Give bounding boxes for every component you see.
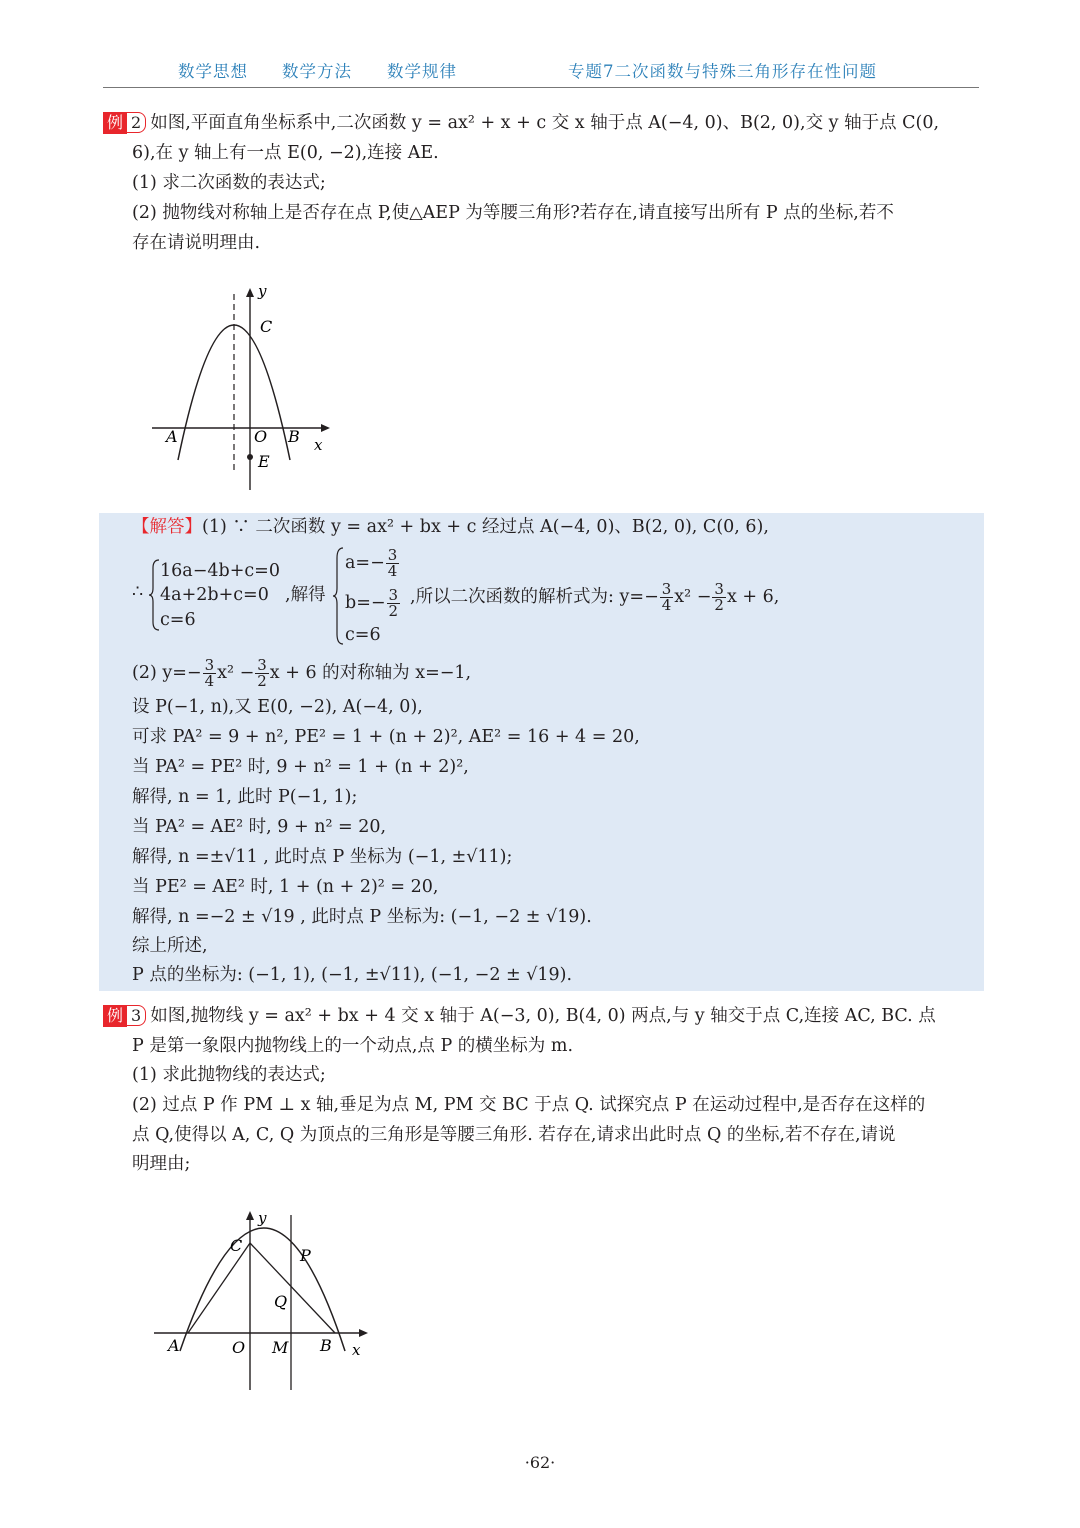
solution-line-8: 当 PA² = AE² 时, 9 + n² = 20, [132, 817, 387, 837]
ex3-fig-label-Q: Q [274, 1292, 288, 1311]
ex3-question-2-line-3: 明理由; [132, 1154, 191, 1174]
ex3-fig-label-B: B [320, 1336, 332, 1355]
solution-line-6: 当 PA² = PE² 时, 9 + n² = 1 + (n + 2)², [132, 757, 469, 777]
ex2-fig-label-B: B [288, 427, 300, 446]
solution-result: ,所以二次函数的解析式为: y=− $\frac{3}{4}$ x² − $\frac{3}{2}$ x + 6, [410, 580, 780, 614]
ex2-fig-label-y: y [258, 282, 267, 300]
header-chapter-title: 专题7二次函数与特殊三角形存在性问题 [568, 62, 877, 81]
header-topic-1: 数学思想 [178, 62, 248, 81]
ex2-question-2-line-1: (2) 抛物线对称轴上是否存在点 P,使△AEP 为等腰三角形?若存在,请直接写出所有 P 点的坐标,若不 [132, 203, 894, 223]
solution-line-13: P 点的坐标为: (−1, 1), (−1, ±√11), (−1, −2 ± √19). [132, 965, 573, 985]
solution-eq-3: c=6 [160, 610, 196, 630]
solution-line-9: 解得, n =±√11 , 此时点 P 坐标为 (−1, ±√11); [132, 847, 513, 867]
solution-res-a: a=− $\frac{3}{4}$ [345, 546, 398, 580]
solution-line-10: 当 PE² = AE² 时, 1 + (n + 2)² = 20, [132, 877, 439, 897]
solution-line-11: 解得, n =−2 ± √19 , 此时点 P 坐标为: (−1, −2 ± √19). [132, 907, 592, 927]
ex2-fig-label-O: O [254, 427, 268, 446]
ex3-line-1: 例 3 如图,抛物线 y = ax² + bx + 4 交 x 轴于 A(−3, 0), B(4, 0) 两点,与 y 轴交于点 C,连接 AC, BC. 点 [103, 1003, 936, 1029]
solution-line-1: 【解答】(1) ∵ 二次函数 y = ax² + bx + c 经过点 A(−4, 0)、B(2, 0), C(0, 6), [132, 517, 769, 537]
ex3-question-2-line-1: (2) 过点 P 作 PM ⊥ x 轴,垂足为点 M, PM 交 BC 于点 Q. 试探究点 P 在运动过程中,是否存在这样的 [132, 1095, 926, 1115]
ex2-fig-label-A: A [166, 427, 178, 446]
ex2-fig-label-E: E [258, 452, 270, 471]
ex2-fig-label-C: C [260, 317, 273, 336]
solution-res-b: b=− $\frac{3}{2}$ [345, 586, 399, 620]
header-topic-2: 数学方法 [282, 62, 352, 81]
ex3-figure [150, 1205, 380, 1395]
solution-therefore: ∴ [132, 582, 144, 602]
left-brace-2 [333, 546, 345, 646]
ex2-fig-label-x: x [314, 436, 323, 454]
solution-res-c: c=6 [345, 625, 381, 645]
ex3-fig-label-x: x [352, 1341, 361, 1359]
ex3-tag: 例 3 [103, 1003, 146, 1029]
ex3-fig-label-O: O [232, 1338, 246, 1357]
solution-line-5: 可求 PA² = 9 + n², PE² = 1 + (n + 2)², AE² = 16 + 4 = 20, [132, 727, 640, 747]
ex3-fig-label-P: P [300, 1246, 311, 1265]
ex3-question-2-line-2: 点 Q,使得以 A, C, Q 为顶点的三角形是等腰三角形. 若存在,请求出此时点 Q 的坐标,若不存在,请说 [132, 1125, 896, 1145]
solution-line-12: 综上所述, [132, 936, 208, 956]
ex3-fig-label-A: A [168, 1336, 180, 1355]
solution-line-7: 解得, n = 1, 此时 P(−1, 1); [132, 787, 358, 807]
solution-line-3: (2) y=− $\frac{3}{4}$ x² − $\frac{3}{2}$ x + 6 的对称轴为 x=−1, [132, 656, 472, 690]
ex2-question-1: (1) 求二次函数的表达式; [132, 173, 326, 193]
ex2-line-2: 6),在 y 轴上有一点 E(0, −2),连接 AE. [132, 143, 439, 163]
ex2-question-2-line-2: 存在请说明理由. [132, 233, 261, 253]
ex3-question-1: (1) 求此抛物线的表达式; [132, 1065, 326, 1085]
header-rule [103, 87, 979, 88]
solution-eq-1: 16a−4b+c=0 [160, 561, 280, 581]
ex3-fig-label-C: C [230, 1236, 243, 1255]
ex2-tag: 例 2 [103, 110, 146, 136]
solution-solve-word: ,解得 [285, 585, 326, 605]
ex3-line-2: P 是第一象限内抛物线上的一个动点,点 P 的横坐标为 m. [132, 1036, 574, 1056]
ex3-fig-label-M: M [272, 1338, 289, 1357]
page-number: ·62· [524, 1453, 556, 1472]
solution-line-4: 设 P(−1, n),又 E(0, −2), A(−4, 0), [132, 697, 423, 717]
ex3-fig-label-y: y [258, 1209, 267, 1227]
header-topic-3: 数学规律 [387, 62, 457, 81]
solution-eq-2: 4a+2b+c=0 [160, 585, 269, 605]
ex2-line-1: 例 2 如图,平面直角坐标系中,二次函数 y = ax² + x + c 交 x 轴于点 A(−4, 0)、B(2, 0),交 y 轴于点 C(0, [103, 110, 939, 136]
ex2-figure [140, 280, 350, 495]
